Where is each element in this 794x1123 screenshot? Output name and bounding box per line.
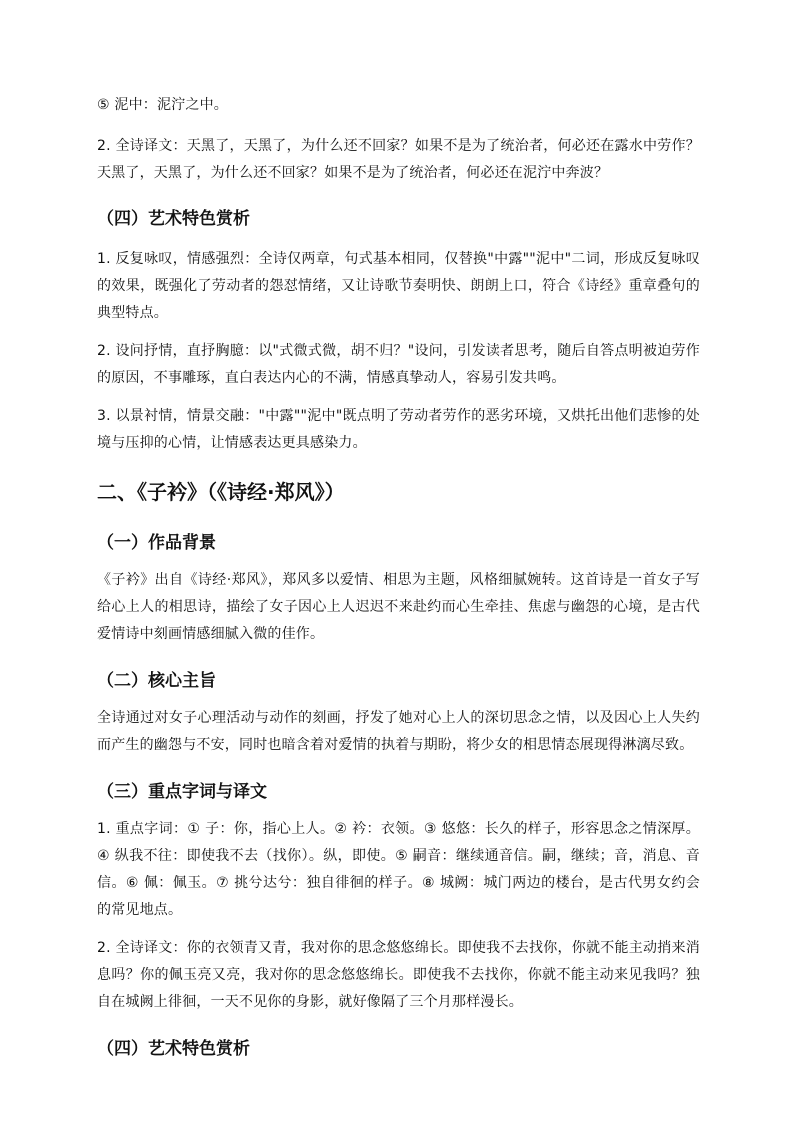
background-heading: （一）作品背景 (97, 533, 216, 553)
zijin-translation-paragraph: 2. 全诗译文：你的衣领青又青，我对你的思念悠悠绵长。即使我不去找你，你就不能主动捎来消息吗？你的佩玉亮又亮，我对你的思念悠悠绵长。即使我不去找你，你就不能主动来见我吗？独自在城阙上徘徊，一天不见你的身影，就好像隔了三个月那样漫长。 (97, 940, 700, 1010)
art-features-heading: （四）艺术特色赏析 (97, 209, 250, 229)
art-point-3: 3. 以景衬情，情景交融："中露""泥中"既点明了劳动者劳作的恶劣环境，又烘托出他们悲惨的处境与压抑的心情，让情感表达更具感染力。 (97, 408, 700, 451)
words-heading: （三）重点字词与译文 (97, 782, 267, 802)
theme-paragraph: 全诗通过对女子心理活动与动作的刻画，抒发了她对心上人的深切思念之情，以及因心上人失约而产生的幽怨与不安，同时也暗含着对爱情的执着与期盼，将少女的相思情态展现得淋漓尽致。 (97, 710, 700, 753)
translation-paragraph: 2. 全诗译文：天黑了，天黑了，为什么还不回家？如果不是为了统治者，何必还在露水中劳作？天黑了，天黑了，为什么还不回家？如果不是为了统治者，何必还在泥泞中奔波？ (97, 138, 700, 181)
theme-heading: （二）核心主旨 (97, 671, 216, 691)
words-paragraph: 1. 重点字词：① 子：你，指心上人。② 衿：衣领。③ 悠悠：长久的样子，形容思念之情深厚。④ 纵我不往：即使我不去（找你）。纵，即使。⑤ 嗣音：继续通音信。嗣，继续；音，消息、音信。⑥ 佩：佩玉。⑦ 挑兮达兮：独自徘徊的样子。⑧ 城阙：城门两边的楼台，是古代男女约会的常见地点。 (97, 821, 700, 918)
art-point-2: 2. 设问抒情，直抒胸臆：以"式微式微，胡不归？"设问，引发读者思考，随后自答点明被迫劳作的原因，不事雕琢，直白表达内心的不满，情感真挚动人，容易引发共鸣。 (97, 343, 700, 386)
section-title-zijin: 二、《子衿》（《诗经·郑风》） (97, 480, 345, 504)
background-paragraph: 《子衿》出自《诗经·郑风》，郑风多以爱情、相思为主题，风格细腻婉转。这首诗是一首女子写给心上人的相思诗，描绘了女子因心上人迟迟不来赴约而心生牵挂、焦虑与幽怨的心境，是古代爱情诗中刻画情感细腻入微的佳作。 (97, 572, 700, 642)
art-point-1: 1. 反复咏叹，情感强烈：全诗仅两章，句式基本相同，仅替换"中露""泥中"二词，形成反复咏叹的效果，既强化了劳动者的怨怼情绪，又让诗歌节奏明快、朗朗上口，符合《诗经》重章叠句的典型特点。 (97, 251, 700, 321)
zijin-art-heading: （四）艺术特色赏析 (97, 1039, 250, 1059)
note-5: ⑤ 泥中：泥泞之中。 (97, 97, 229, 113)
